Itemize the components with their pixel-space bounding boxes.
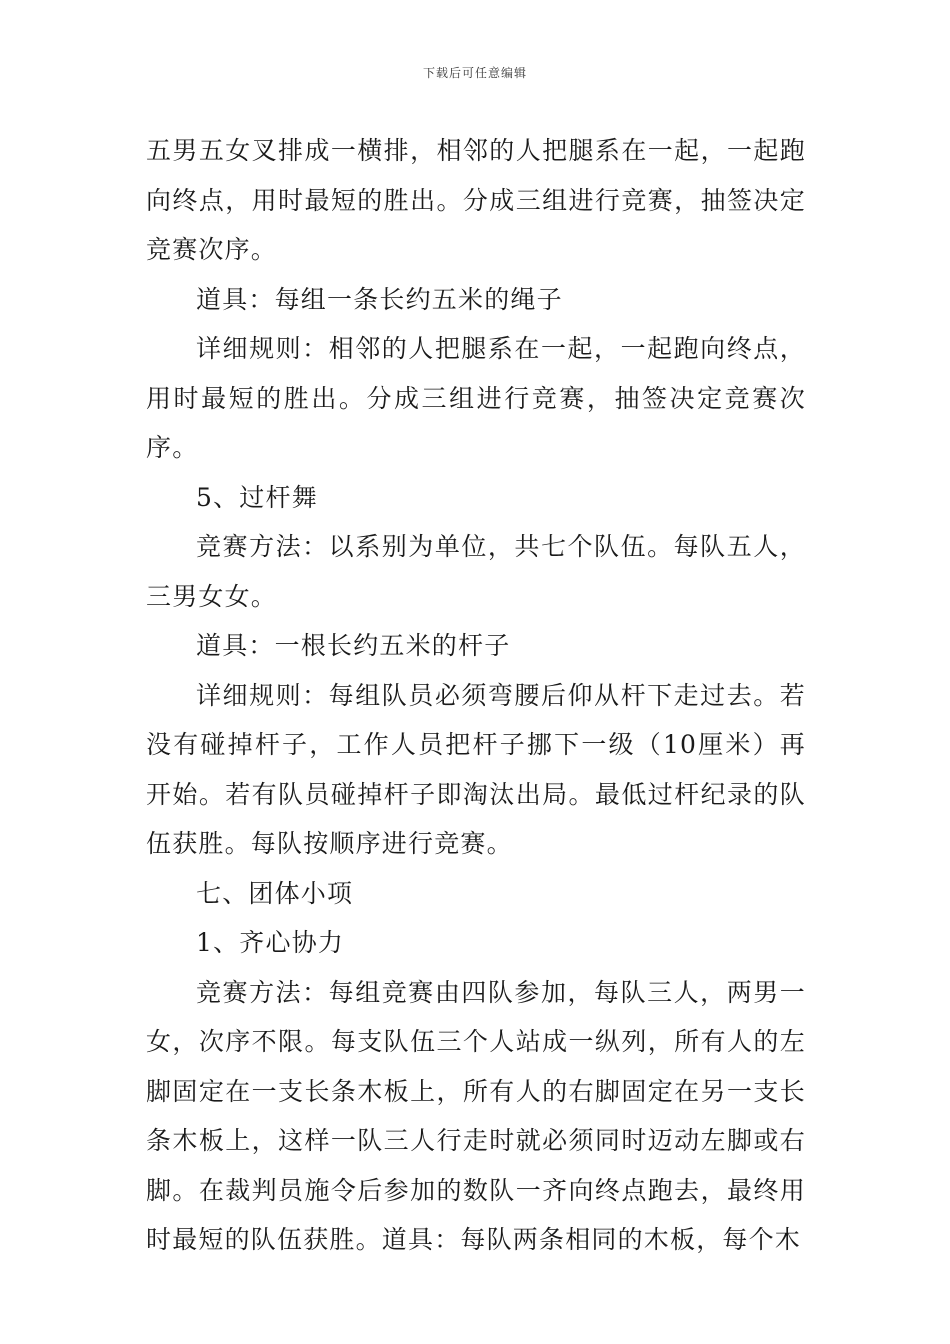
section-heading: 5、过杆舞 — [196, 482, 318, 512]
paragraph: 道具：一根长约五米的杆子 — [196, 631, 511, 660]
section-heading: 七、团体小项 — [196, 878, 354, 908]
paragraph: 竞赛方法：每组竞赛由四队参加，每队三人，两男一女，次序不限。每支队伍三个人站成一纵列，所有人的左脚固定在一支长条木板上，所有人的右脚固定在另一支长条木板上，这样一队三人行走时就必须同时迈动左脚或右脚。在裁判员施令后参加的数队一齐向终点跑去，最终用时最短的队伍获胜。道具：每队两条相同的木板，每个木 — [146, 977, 806, 1254]
section-heading: 1、齐心协力 — [196, 928, 345, 957]
paragraph: 详细规则：每组队员必须弯腰后仰从杆下走过去。若没有碰掉杆子，工作人员把杆子挪下一级（10厘米）再开始。若有队员碰掉杆子即淘汰出局。最低过杆纪录的队伍获胜。每队按顺序进行竞赛。 — [146, 680, 806, 858]
paragraph: 道具：每组一条长约五米的绳子 — [196, 284, 563, 314]
paragraph: 竞赛方法：以系别为单位，共七个队伍。每队五人，三男女女。 — [146, 532, 806, 611]
paragraph: 详细规则：相邻的人把腿系在一起，一起跑向终点，用时最短的胜出。分成三组进行竞赛，抽签决定竞赛次序。 — [146, 334, 806, 462]
paragraph: 五男五女叉排成一横排，相邻的人把腿系在一起，一起跑向终点，用时最短的胜出。分成三组进行竞赛，抽签决定竞赛次序。 — [146, 136, 806, 264]
document-body — [146, 126, 806, 1265]
page-header: 下载后可任意编辑 — [422, 66, 527, 80]
